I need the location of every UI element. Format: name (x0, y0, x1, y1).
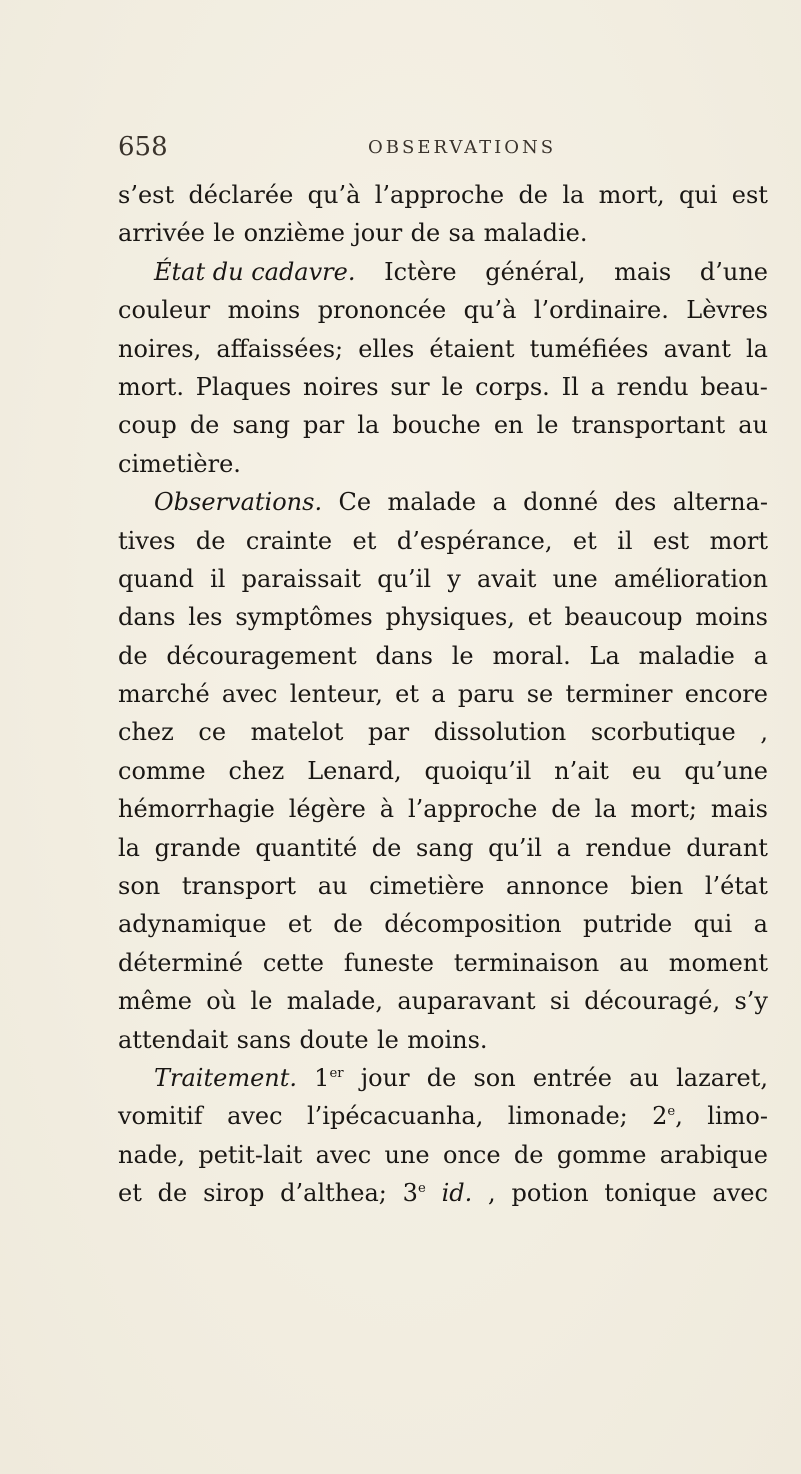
word: l’approche (407, 795, 538, 824)
word: dissolution (433, 718, 567, 747)
word: matelot (250, 718, 344, 747)
word: une (384, 1140, 430, 1169)
word: adynamique (118, 910, 267, 939)
page-number: 658 (118, 132, 168, 162)
word: noires, (118, 334, 202, 363)
text-line (118, 1136, 768, 1174)
word: son (118, 872, 161, 901)
word: alterna- (672, 488, 768, 517)
word: affaissées; (216, 334, 344, 363)
word: à (379, 795, 395, 824)
word: arabique (659, 1140, 768, 1169)
word: a (431, 680, 446, 709)
word: bien (630, 872, 684, 901)
word: maladie. (483, 219, 588, 248)
word: est (731, 181, 768, 209)
word: 1er (314, 1063, 344, 1092)
word: dans (375, 641, 433, 670)
word: s’y (734, 987, 768, 1016)
word: Il (561, 372, 579, 401)
word: doute (299, 1025, 369, 1054)
word: couleur (118, 296, 211, 325)
word: moment (668, 948, 768, 977)
word: Lenard, (307, 756, 402, 785)
word: et (395, 680, 419, 709)
word: découragé, (584, 987, 721, 1016)
italic-heading: État du cadavre. (154, 257, 356, 286)
word: grande (154, 833, 241, 862)
word: 3e (402, 1179, 426, 1208)
text-line (118, 982, 768, 1020)
word: de (333, 910, 363, 939)
word: et (527, 603, 552, 632)
word: sa (448, 219, 476, 248)
word: beau- (700, 372, 768, 401)
word: arrivée (118, 219, 205, 248)
word: chez (118, 718, 174, 747)
italic-heading: Observations. (154, 488, 323, 517)
word: nade, (118, 1140, 185, 1169)
word: découragement (166, 641, 357, 670)
page-header (118, 132, 758, 168)
word: gomme (556, 1140, 647, 1169)
word: sang (232, 411, 290, 440)
italic-heading: Traitement. (154, 1063, 298, 1092)
text-line (118, 675, 768, 713)
word: avant (663, 334, 731, 363)
word: et (287, 910, 312, 939)
word: se (526, 680, 554, 709)
word: au (619, 948, 649, 977)
word: est (653, 526, 690, 555)
word: de (410, 219, 441, 248)
word: mais (710, 795, 768, 824)
text-line (118, 790, 768, 828)
word: le (451, 641, 474, 670)
word: cimetière (369, 872, 485, 901)
text-line (118, 291, 768, 329)
word: par (303, 411, 345, 440)
word: elles (358, 334, 415, 363)
word: avec (315, 1140, 372, 1169)
word: mort, (598, 181, 665, 209)
word: scorbutique (590, 718, 736, 747)
word: l’ordinaire. (533, 296, 669, 325)
word: rendu (616, 372, 689, 401)
running-title: OBSERVATIONS (368, 137, 557, 158)
word: quantité (255, 833, 358, 862)
word: a (492, 488, 507, 517)
word: entrée (532, 1063, 613, 1092)
word: limo- (707, 1102, 768, 1131)
word: d’althea; (280, 1179, 387, 1208)
word: au (738, 411, 768, 440)
word: id. (441, 1179, 473, 1208)
word: durant (686, 833, 768, 862)
word: avec (221, 680, 278, 709)
text-line (118, 483, 768, 521)
word: moins. (407, 1025, 488, 1054)
text-line (118, 598, 768, 636)
word: mort (709, 526, 768, 555)
word: n’ait (554, 756, 609, 785)
word: prononcée (317, 296, 447, 325)
text-line (118, 1059, 768, 1097)
text-line (118, 867, 768, 905)
word: auparavant (397, 987, 536, 1016)
word: moins (695, 603, 768, 632)
text-line (118, 1174, 768, 1212)
word: dans (118, 603, 176, 632)
word: jour (353, 219, 403, 248)
word: coup (118, 411, 177, 440)
word: funeste (343, 948, 434, 977)
word: l’approche (374, 181, 505, 209)
word: , (488, 1179, 496, 1208)
word: paraissait (241, 564, 362, 593)
word: qu’il (488, 833, 542, 862)
word: comme (118, 756, 206, 785)
text-line (118, 522, 768, 560)
word: once (443, 1140, 501, 1169)
word: le (376, 1025, 399, 1054)
word: au (317, 872, 348, 901)
word: qui (678, 181, 718, 209)
text-line (118, 1021, 768, 1059)
word: la (118, 833, 140, 862)
word: sans (236, 1025, 292, 1054)
word: annonce (506, 872, 609, 901)
word: l’ipécacuanha, (306, 1102, 484, 1131)
word: maladie (638, 641, 735, 670)
body-text (118, 176, 768, 1213)
word: qu’à (463, 296, 517, 325)
word: légère (288, 795, 366, 824)
word: transport (181, 872, 297, 901)
word: il (210, 564, 226, 593)
word: par (367, 718, 410, 747)
word: Lèvres (686, 296, 768, 325)
word: au (629, 1063, 659, 1092)
word: chez (228, 756, 285, 785)
word: terminer (565, 680, 673, 709)
word: cette (262, 948, 324, 977)
word: beaucoup (564, 603, 683, 632)
word: une (552, 564, 598, 593)
word: de (371, 833, 402, 862)
word: qu’une (684, 756, 768, 785)
word: mort; (630, 795, 697, 824)
word: sang (416, 833, 474, 862)
word: y (447, 564, 461, 593)
text-line (118, 713, 768, 751)
word: limonade; (507, 1102, 628, 1131)
word: et (118, 1179, 142, 1208)
word: la (562, 181, 585, 209)
word: quoiqu’il (424, 756, 532, 785)
word: qui (693, 910, 733, 939)
word: Ce (338, 488, 372, 517)
word: bouche (392, 411, 481, 440)
word: avait (476, 564, 537, 593)
word: général, (485, 257, 586, 286)
word: si (549, 987, 570, 1016)
word: jour (360, 1063, 410, 1092)
word: de (513, 1140, 544, 1169)
word: ce (198, 718, 227, 747)
word: a (590, 372, 605, 401)
word: tives (118, 526, 176, 555)
word: amélioration (613, 564, 768, 593)
word: même (118, 987, 192, 1016)
word: donné (523, 488, 599, 517)
word: son (473, 1063, 516, 1092)
word: rendue (585, 833, 672, 862)
word: d’une (699, 257, 768, 286)
word: petit-lait (198, 1140, 303, 1169)
word: tuméfiées (529, 334, 649, 363)
word: noires (303, 372, 379, 401)
text-line (118, 253, 768, 291)
word: , (760, 718, 768, 747)
word: onzième (243, 219, 345, 248)
word: lazaret, (676, 1063, 768, 1092)
word: la (745, 334, 768, 363)
word: potion (511, 1179, 589, 1208)
word: paru (457, 680, 515, 709)
word: le (250, 987, 273, 1016)
word: de (518, 181, 549, 209)
word: vomitif (118, 1102, 203, 1131)
word: d’espérance, (396, 526, 553, 555)
word: marché (118, 680, 210, 709)
word: tonique (604, 1179, 697, 1208)
word: la (357, 411, 380, 440)
word: a (556, 833, 571, 862)
word: 2e, (652, 1102, 683, 1131)
word: sur (390, 372, 430, 401)
text-line (118, 176, 768, 214)
text-line (118, 368, 768, 406)
word: de (426, 1063, 457, 1092)
word: étaient (429, 334, 515, 363)
word: qu’à (307, 181, 361, 209)
text-line (118, 905, 768, 943)
word: moral. (492, 641, 571, 670)
word: avec (712, 1179, 768, 1208)
word: malade (387, 488, 477, 517)
word: de (189, 411, 220, 440)
word: crainte (245, 526, 333, 555)
word: La (589, 641, 620, 670)
word: décomposition (384, 910, 562, 939)
text-line (118, 406, 768, 444)
word: terminaison (453, 948, 600, 977)
text-line (118, 445, 768, 483)
word: avec (227, 1102, 283, 1131)
word: quand (118, 564, 194, 593)
word: a (753, 641, 768, 670)
word: la (594, 795, 617, 824)
word: corps. (475, 372, 550, 401)
word: de (157, 1179, 188, 1208)
word: qu’il (377, 564, 432, 593)
word: le (213, 219, 236, 248)
word: et (352, 526, 377, 555)
word: en (493, 411, 524, 440)
word: les (188, 603, 223, 632)
text-line (118, 752, 768, 790)
word: sirop (203, 1179, 265, 1208)
word: lenteur, (289, 680, 383, 709)
text-line (118, 944, 768, 982)
word: il (617, 526, 633, 555)
word: de (551, 795, 581, 824)
word: encore (684, 680, 768, 709)
word: le (441, 372, 464, 401)
word: Plaques (195, 372, 292, 401)
word: le (536, 411, 559, 440)
word: mais (614, 257, 672, 286)
word: déclarée (188, 181, 294, 209)
word: physiques, (385, 603, 515, 632)
text-line (118, 330, 768, 368)
word: a (753, 910, 768, 939)
word: de (118, 641, 148, 670)
word: s’est (118, 181, 175, 209)
word: Ictère (384, 257, 457, 286)
word: et (572, 526, 597, 555)
text-line (118, 560, 768, 598)
text-line (118, 1097, 768, 1135)
word: malade, (286, 987, 383, 1016)
word: attendait (118, 1025, 229, 1054)
word: hémorrhagie (118, 795, 275, 824)
word: mort. (118, 372, 184, 401)
text-line (118, 214, 768, 252)
text-line (118, 637, 768, 675)
word: où (206, 987, 237, 1016)
word: cimetière. (118, 449, 241, 478)
word: l’état (704, 872, 768, 901)
word: des (614, 488, 657, 517)
word: symptômes (235, 603, 373, 632)
word: déterminé (118, 948, 243, 977)
text-line (118, 829, 768, 867)
word: eu (631, 756, 662, 785)
word: de (195, 526, 226, 555)
word: moins (227, 296, 301, 325)
word: putride (583, 910, 673, 939)
word: transportant (571, 411, 726, 440)
